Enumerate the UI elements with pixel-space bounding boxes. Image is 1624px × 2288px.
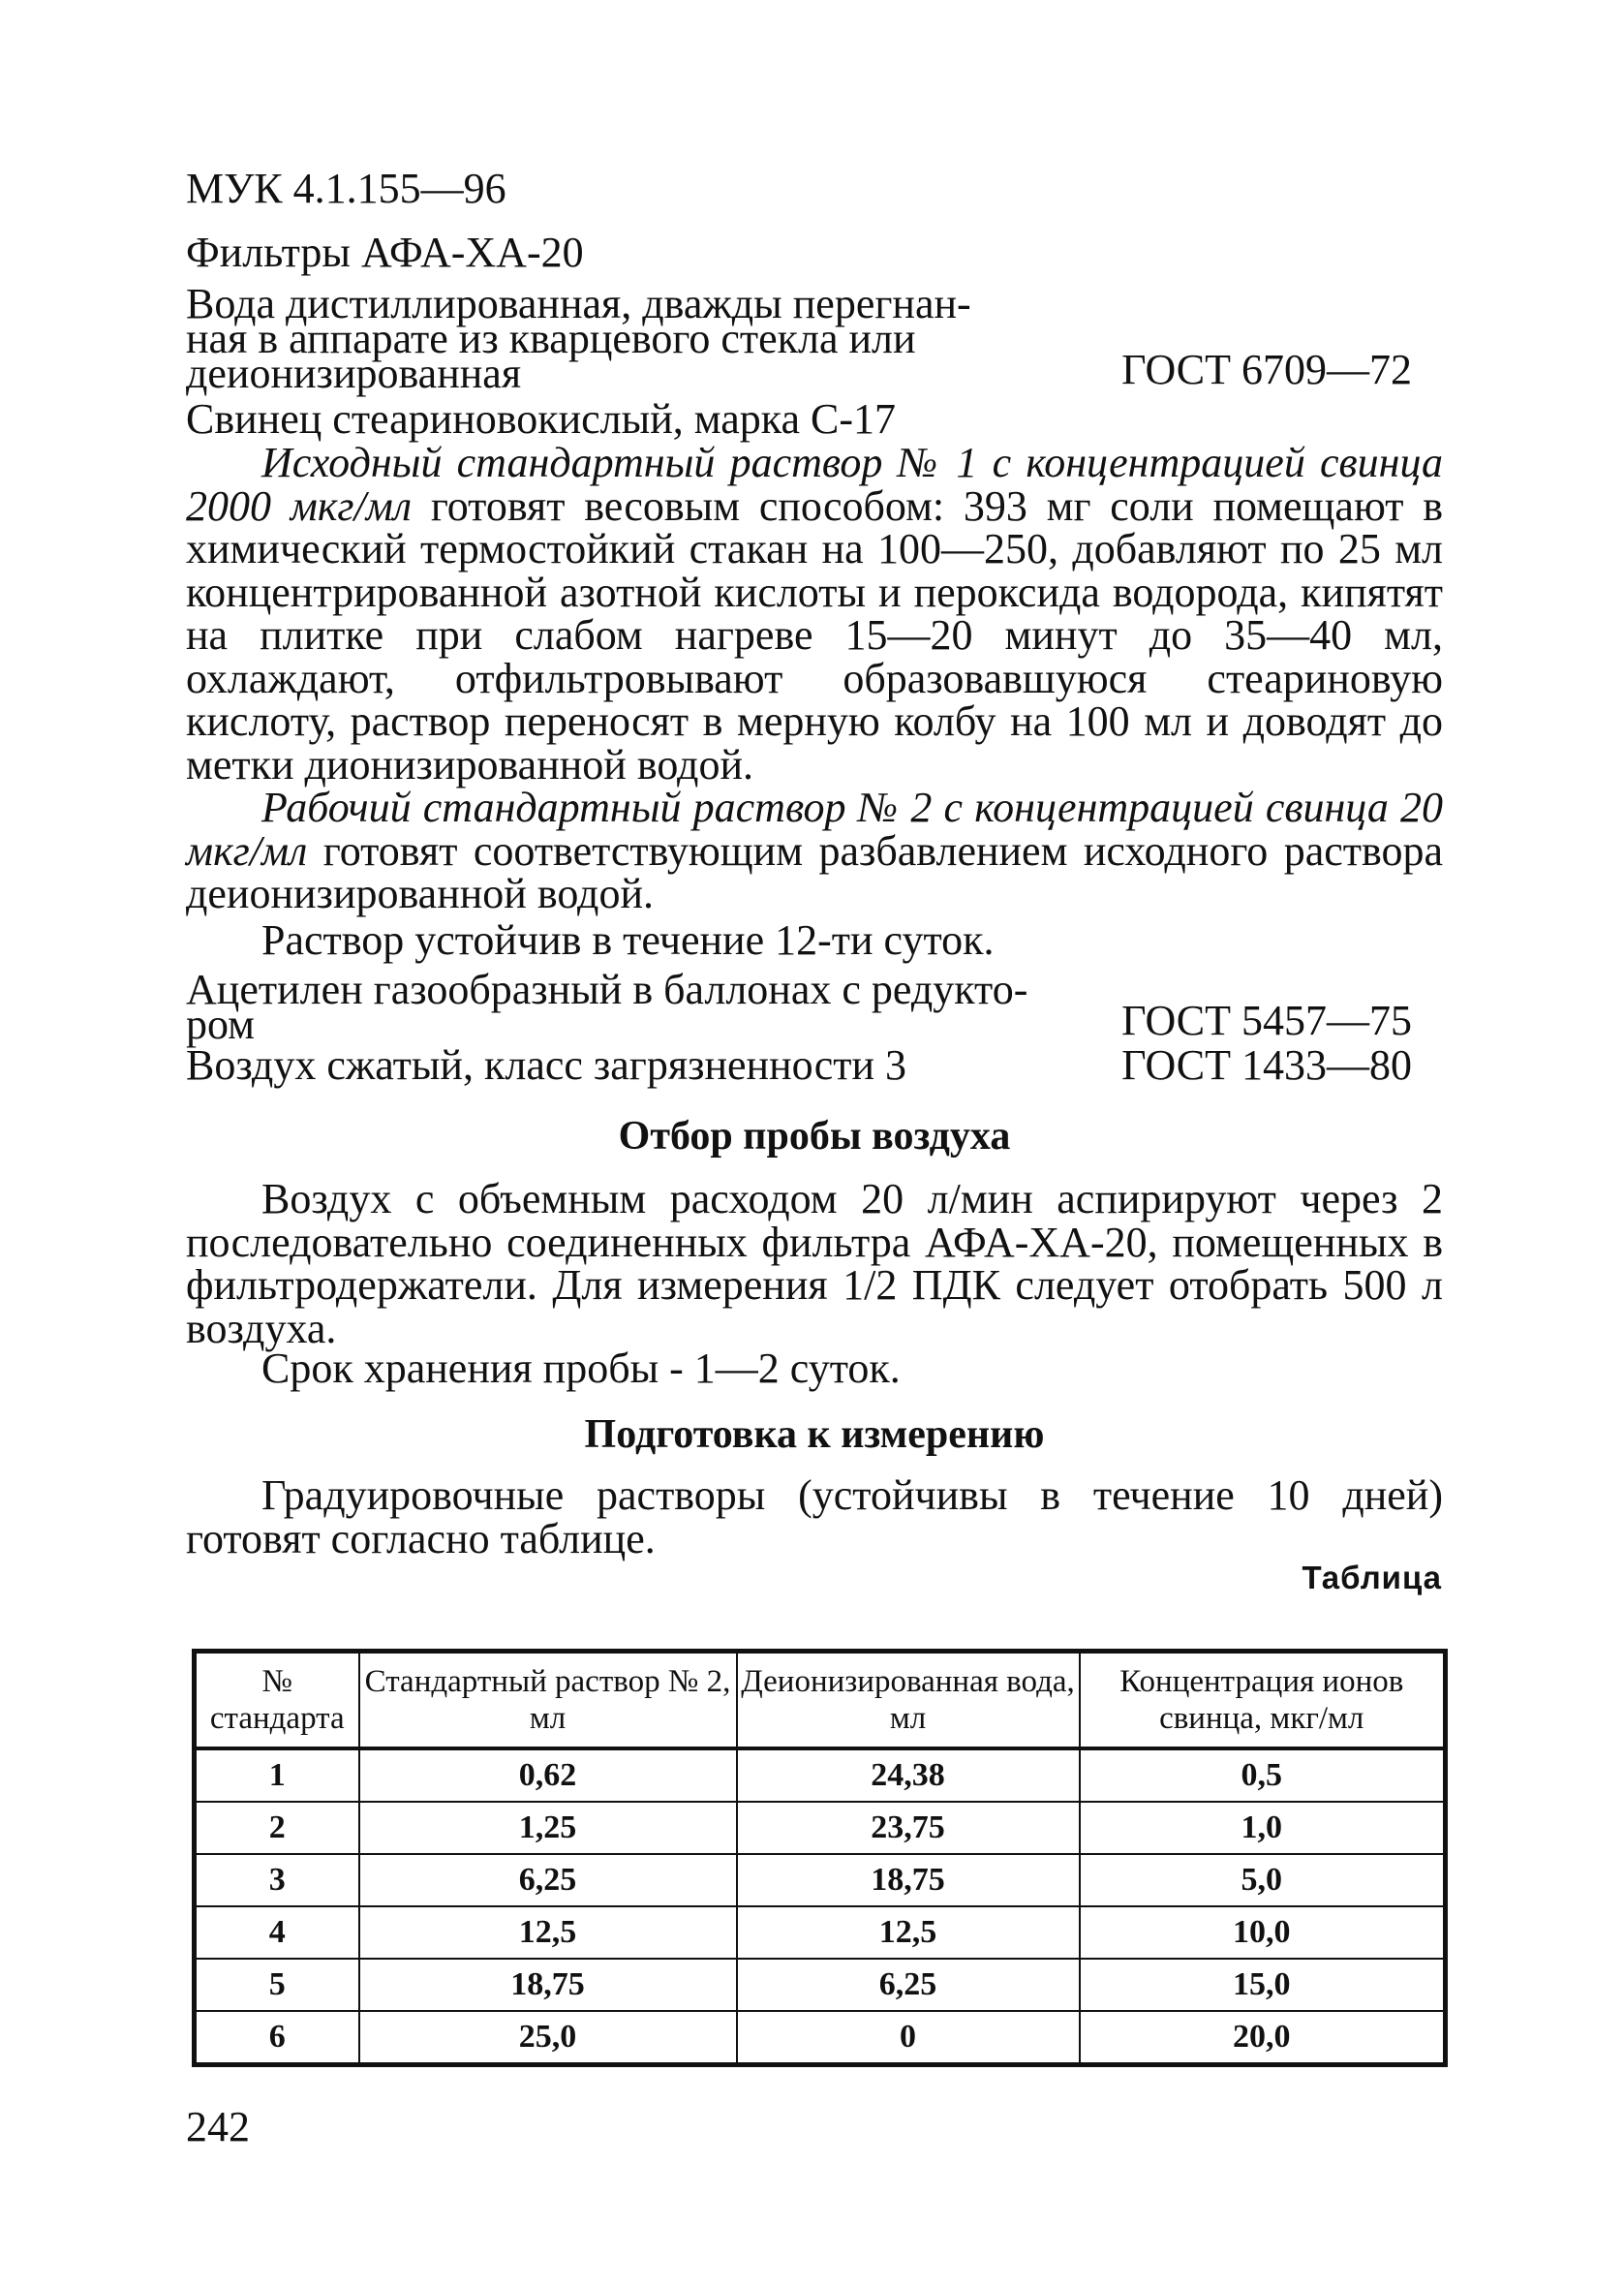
sampling-paragraph [186, 1175, 1443, 1352]
requirement-acetylene-line-1: Ацетилен газообразный в баллонах с редукто- [186, 966, 1028, 1013]
stock-solution-title: Исходный стандартный раствор № 1 с концентрацией свинца 2000 мкг/мл [186, 439, 1443, 530]
table-row [195, 1854, 1446, 1906]
table-cell: 5 [195, 1959, 359, 2011]
requirement-air-text: Воздух сжатый, класс загрязненности 3 [186, 1041, 907, 1089]
table-cell: 15,0 [1080, 1959, 1446, 2011]
requirement-water-line-1: Вода дистиллированная, дважды перегнан- [186, 280, 971, 327]
page-number: 242 [186, 2103, 250, 2150]
table-cell: 25,0 [359, 2011, 737, 2065]
table-cell: 0,62 [359, 1748, 737, 1802]
table-cell: 0 [737, 2011, 1080, 2065]
working-solution-text: готовят соответствующим разбавлением исходного раствора деионизированной водой. [186, 826, 1444, 917]
column-header-standard-solution: Стандартный раствор № 2, мл [359, 1652, 737, 1749]
requirement-lead-stearate: Свинец стеариновокислый, марка С-17 [186, 395, 897, 443]
table-header-row [195, 1652, 1446, 1749]
section-heading-sampling: Отбор пробы воздуха [618, 1114, 1011, 1159]
document-header: МУК 4.1.155—96 [186, 165, 506, 212]
requirement-water-line-3: деионизированная [186, 350, 522, 397]
requirement-air [186, 1041, 1412, 1089]
table-row [195, 1959, 1446, 2011]
working-solution-title: Рабочий стандартный раствор № 2 с концентрацией свинца 20 мкг/мл [186, 784, 1443, 875]
table-cell: 1,0 [1080, 1802, 1446, 1854]
table-row [195, 1748, 1446, 1802]
table-cell: 4 [195, 1906, 359, 1959]
calibration-table [192, 1649, 1448, 2067]
requirement-water-standard: ГОСТ 6709—72 [1121, 346, 1412, 393]
section-heading-preparation: Подготовка к измерению [584, 1412, 1045, 1457]
table-cell: 12,5 [359, 1906, 737, 1959]
table-cell: 2 [195, 1802, 359, 1854]
requirement-acetylene-line-2: ром [186, 1001, 256, 1048]
table-row [195, 1802, 1446, 1854]
table-cell: 12,5 [737, 1906, 1080, 1959]
column-header-deionized-water: Деионизированная вода, мл [737, 1652, 1080, 1749]
requirement-air-standard: ГОСТ 1433—80 [1121, 1041, 1412, 1089]
requirement-acetylene [186, 966, 1412, 1048]
table-cell: 6,25 [359, 1854, 737, 1906]
table-cell: 5,0 [1080, 1854, 1446, 1906]
column-header-lead-concentration: Концентрация ионов свинца, мкг/мл [1080, 1652, 1446, 1749]
stock-solution-paragraph [186, 439, 1443, 788]
requirement-acetylene-standard: ГОСТ 5457—75 [1121, 997, 1412, 1044]
stock-solution-text: готовят весовым способом: 393 мг соли помещают в химический термостойкий стакан на 100—250, добавляют по 25 мл концентрированной азотной кислоты и пероксида водорода, кипятят на плитке при слабом нагреве 15—20 минут до 35—40 мл, охлаждают, отфильтровывают образовавшуюся стеариновую кислоту, раствор переносят в мерную колбу на 100 мл и доводят до метки дионизированной водой. [186, 481, 1443, 788]
table-label: Таблица [1302, 1560, 1442, 1595]
table-cell: 0,5 [1080, 1748, 1446, 1802]
sampling-text: Воздух с объемным расходом 20 л/мин аспирируют через 2 последовательно соединенных фильтра АФА-ХА-20, помещенных в фильтродержатели. Для измерения 1/2 ПДК следует отобрать 500 л воздуха. [186, 1175, 1443, 1352]
table-cell: 6 [195, 2011, 359, 2065]
table-cell: 10,0 [1080, 1906, 1446, 1959]
table-cell: 1,25 [359, 1802, 737, 1854]
requirement-filters: Фильтры АФА-ХА-20 [186, 229, 584, 276]
sample-storage-note: Срок хранения пробы - 1—2 суток. [261, 1345, 901, 1392]
requirement-water [186, 280, 1412, 397]
table-cell: 20,0 [1080, 2011, 1446, 2065]
working-solution-paragraph [186, 784, 1444, 917]
requirement-water-line-2: ная в аппарате из кварцевого стекла или [186, 315, 916, 362]
table-cell: 6,25 [737, 1959, 1080, 2011]
table-cell: 18,75 [359, 1959, 737, 2011]
preparation-text: Градуировочные растворы (устойчивы в течение 10 дней) готовят согласно таблице. [186, 1471, 1443, 1562]
column-header-standard-number: № стандарта [195, 1652, 359, 1749]
table-row [195, 1906, 1446, 1959]
table-cell: 3 [195, 1854, 359, 1906]
preparation-paragraph [186, 1471, 1443, 1562]
table-cell: 24,38 [737, 1748, 1080, 1802]
stability-note: Раствор устойчив в течение 12-ти суток. [261, 916, 995, 964]
table-row [195, 2011, 1446, 2065]
table-cell: 1 [195, 1748, 359, 1802]
table-cell: 18,75 [737, 1854, 1080, 1906]
table-cell: 23,75 [737, 1802, 1080, 1854]
